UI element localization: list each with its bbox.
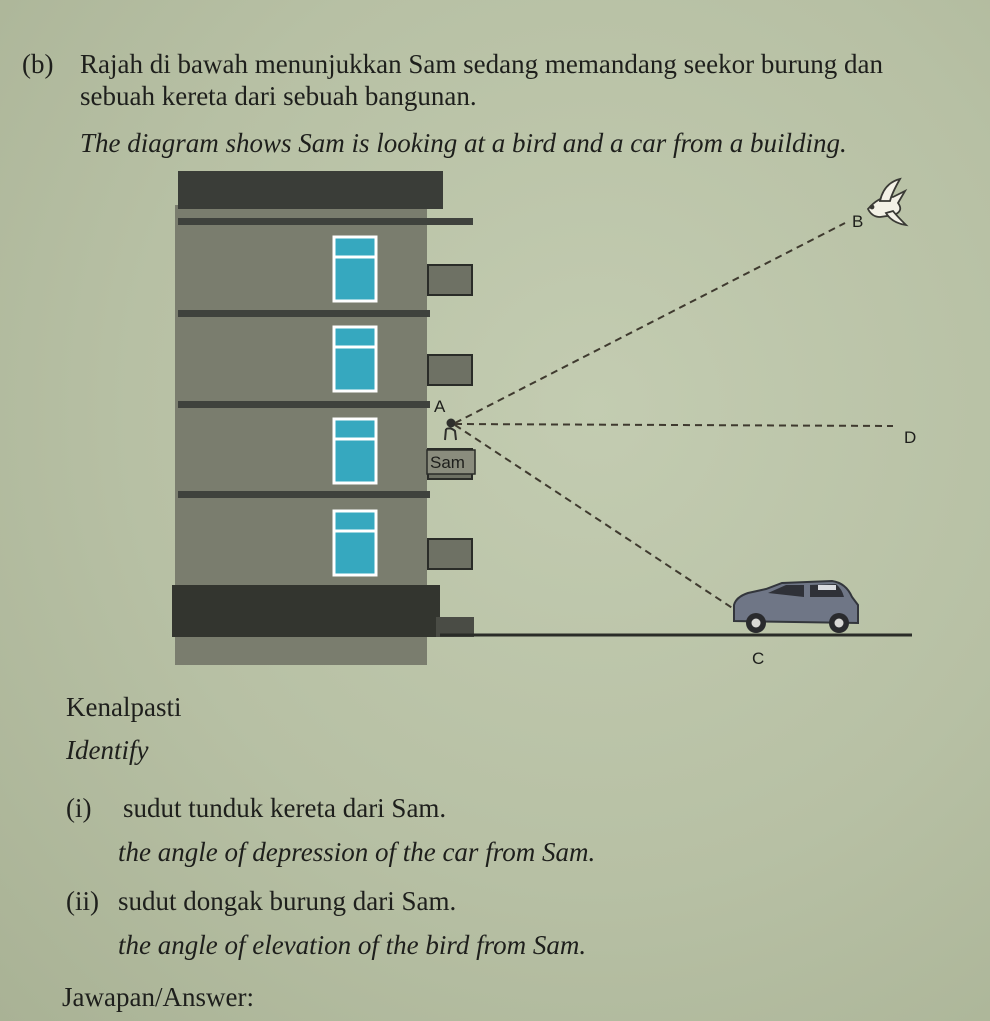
label-b: B <box>852 212 864 231</box>
window <box>334 511 376 575</box>
part-ii-english: the angle of elevation of the bird from Sam. <box>118 930 587 960</box>
label-d: D <box>904 428 917 447</box>
floor-slab <box>178 310 430 317</box>
window <box>334 237 376 301</box>
instruction-malay: Kenalpasti <box>66 692 182 722</box>
floor-slab <box>178 401 430 408</box>
floor-slab <box>178 491 430 498</box>
question-text-english: The diagram shows Sam is looking at a bird and a car from a building. <box>80 128 847 158</box>
question-line-2: sebuah kereta dari sebuah bangunan. <box>80 81 477 111</box>
car-icon <box>734 581 858 633</box>
part-i-number: (i) <box>66 793 92 823</box>
part-i-english: the angle of depression of the car from Sam. <box>118 837 596 867</box>
question-line-1: Rajah di bawah menunjukkan Sam sedang memandang seekor burung dan <box>80 49 884 79</box>
ground-floor <box>172 585 440 637</box>
floor-slab <box>178 218 473 225</box>
balconies <box>428 265 472 569</box>
label-sam: Sam <box>430 453 465 472</box>
label-c: C <box>752 649 765 668</box>
part-i-malay: sudut tunduk kereta dari Sam. <box>123 793 447 823</box>
horizontal-line <box>455 424 893 426</box>
question-number: (b) <box>22 49 54 79</box>
sight-lines <box>455 223 893 621</box>
bird-icon <box>868 179 906 225</box>
part-ii-malay: sudut dongak burung dari Sam. <box>118 886 457 916</box>
building-diagram <box>0 165 990 675</box>
roof-slab <box>178 171 443 209</box>
line-to-car <box>455 425 752 621</box>
balcony <box>428 539 472 569</box>
question-text-malay <box>22 48 883 112</box>
answer-label: Jawapan/Answer: <box>62 982 254 1012</box>
sam-figure <box>445 419 456 441</box>
instruction-english: Identify <box>66 735 149 765</box>
window <box>334 419 376 483</box>
window <box>334 327 376 391</box>
part-ii-number: (ii) <box>66 886 99 916</box>
balcony <box>428 355 472 385</box>
balcony <box>428 265 472 295</box>
label-a: A <box>434 397 446 416</box>
line-to-bird <box>455 223 845 423</box>
